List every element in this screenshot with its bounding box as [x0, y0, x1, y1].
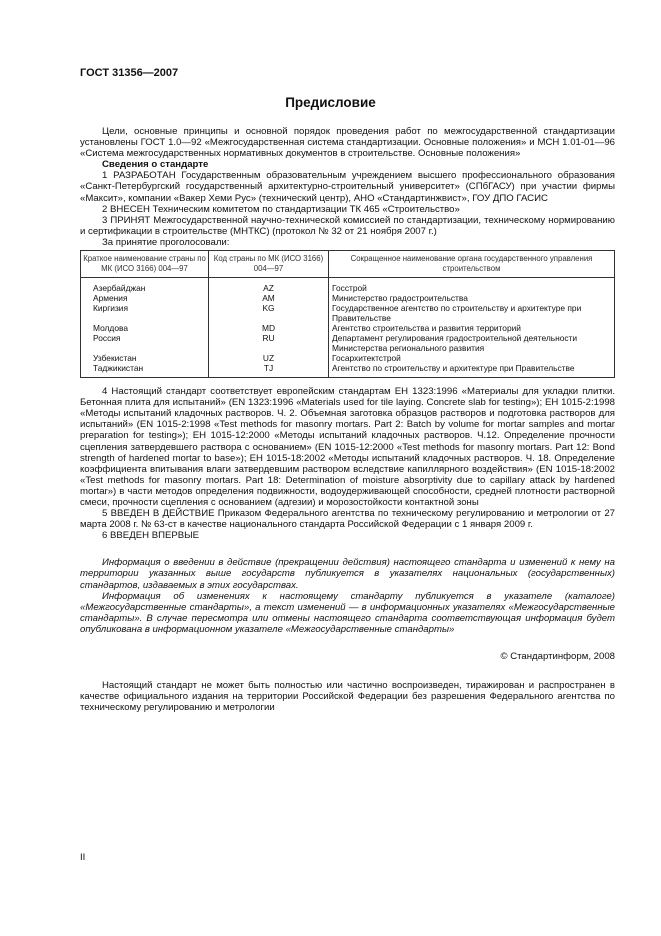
table-row [81, 333, 615, 353]
country-code: AZ [209, 278, 329, 294]
page-title: Предисловие [285, 95, 376, 110]
intro-paragraph: Цели, основные принципы и основной порядок проведения работ по межгосударственной стандартизации установлены ГОСТ 1.0—92 «Межгосударственная система стандартизации. Основные положения» и МСН 1.01-01—96 «Система межгосударственных нормативных документов в строительстве. Основные положения» [80, 126, 615, 160]
foreword-body [80, 126, 615, 713]
column-header-organization: Сокращенное наименование органа государственного управления строительством [329, 251, 615, 278]
country-name: Киргизия [81, 303, 209, 323]
country-code: UZ [209, 353, 329, 363]
table-row [81, 323, 615, 333]
item-first-introduced: 6 ВВЕДЕН ВПЕРВЫЕ [102, 530, 200, 542]
organization-name: Агентство по строительству и архитектуре при Правительстве [329, 363, 615, 378]
standard-id: ГОСТ 31356—2007 [80, 67, 179, 79]
organization-name: Госстрой [329, 278, 615, 294]
country-name: Азербайджан [81, 278, 209, 294]
vote-line: За принятие проголосовали: [102, 236, 230, 248]
organization-name: Агентство строительства и развития территорий [329, 323, 615, 333]
item-developed: 1 РАЗРАБОТАН Государственным образовательным учреждением высшего профессионального образования «Санкт-Петербургский государственный архитектурно-строительный университет» (СПбГАСУ) при участии фирмы «Максит», компании «Вакер Хеми Рус» (технический центр), АНО «Стандартинжвист», ГОУ ДПО ГАСИС [80, 170, 615, 204]
organization-name: Департамент регулирования градостроительной деятельности Министерства регионального развития [329, 333, 615, 353]
table-header-row [81, 251, 615, 278]
country-name: Россия [81, 333, 209, 353]
voting-table [80, 250, 615, 378]
organization-name: Госархитектстрой [329, 353, 615, 363]
table-row [81, 293, 615, 303]
notice-introduction: Информация о введении в действие (прекращении действия) настоящего стандарта и изменений к нему на территории указанных выше государств публикуется в указателях национальных (государственных) стандартов, издаваемых в этих государствах. [80, 557, 615, 591]
country-name: Таджикистан [81, 363, 209, 378]
country-name: Узбекистан [81, 353, 209, 363]
table-row [81, 278, 615, 294]
item-enacted: 5 ВВЕДЕН В ДЕЙСТВИЕ Приказом Федерального агентства по техническому регулированию и метрологии от 27 марта 2008 г. № 63-ст в качестве национального стандарта Российской Федерации с 1 января 2009 г. [80, 508, 615, 531]
country-code: KG [209, 303, 329, 323]
country-name: Молдова [81, 323, 209, 333]
country-code: TJ [209, 363, 329, 378]
page-number: II [80, 852, 86, 863]
notice-changes: Информация об изменениях к настоящему стандарту публикуется в указателе (каталоге) «Межгосударственные стандарты», а текст изменений — в информационных указателях «Межгосударственные стандарты». В случае пересмотра или отмены настоящего стандарта соответствующая информация будет опубликована в информационном указателе «Межгосударственные стандарты» [80, 590, 615, 635]
organization-name: Государственное агентство по строительству и архитектуре при Правительстве [329, 303, 615, 323]
column-header-code: Код страны по МК (ИСО 3166) 004—97 [209, 251, 329, 278]
item-introduced: 2 ВНЕСЕН Техническим комитетом по стандартизации ТК 465 «Строительство» [102, 203, 460, 215]
organization-name: Министерство градостроительства [329, 293, 615, 303]
country-name: Армения [81, 293, 209, 303]
table-row [81, 303, 615, 323]
country-code: AM [209, 293, 329, 303]
reproduction-notice: Настоящий стандарт не может быть полностью или частично воспроизведен, тиражирован и распространен в качестве официального издания на территории Российской Федерации без разрешения Федерального агентства по техническому регулированию и метрологии [80, 680, 615, 714]
item-correspondence: 4 Настоящий стандарт соответствует европейским стандартам ЕН 1323:1996 «Материалы для укладки плитки. Бетонная плита для испытаний» (EN 1323:1996 «Materials used for tile laying. Concrete slab for testing»); ЕН 1015-2:1998 «Методы испытаний кладочных растворов. Ч. 2. Объемная заготовка образцов растворов и подготовка растворов для испытаний» (EN 1015-2:1998 «Test methods for masonry mortars. Part 2: Batch by volume for mortar samples and mortar preparation for testing»); ЕН 1015-12:2000 «Методы испытаний кладочных растворов. Ч.12. Определение прочности сцепления затвердевшего раствора с основанием» (EN 1015-12:2000 «Test methods for masonry mortars. Part 12: Bond strength of hardened mortar to base»); ЕН 1015-18:2002 «Методы испытаний кладочных растворов. Ч. 18. Определение коэффициента впитывания влаги затвердевшим раствором вследствие капиллярного воздействия» (EN 1015-18:2002 «Test methods for masonry mortars. Part 18: Determination of moisture absorptivity due to capillary attack by hardened mortar») в части методов определения подвижности, водоудерживающей способности, средней плотности растворной смеси, прочности сцепления с основанием (адгезии) и морозостойкости контактной зоны [80, 386, 615, 508]
column-header-country: Краткое наименование страны по МК (ИСО 3166) 004—97 [81, 251, 209, 278]
info-heading: Сведения о стандарте [102, 159, 209, 171]
table-row [81, 353, 615, 363]
copyright: © Стандартинформ, 2008 [500, 651, 615, 662]
table-row [81, 363, 615, 378]
country-code: MD [209, 323, 329, 333]
country-code: RU [209, 333, 329, 353]
item-adopted: 3 ПРИНЯТ Межгосударственной научно-технической комиссией по стандартизации, техническому нормированию и сертификации в строительстве (МНТКС) (протокол № 32 от 21 ноября 2007 г.) [80, 214, 615, 237]
